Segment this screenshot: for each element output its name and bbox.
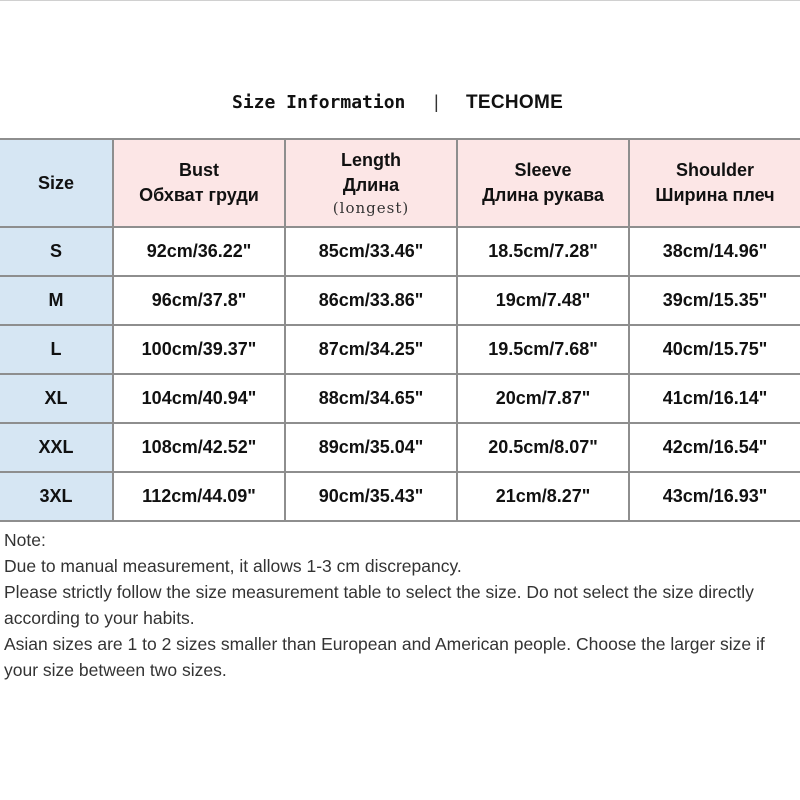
column-header-bust xyxy=(113,139,285,227)
column-header-sleeve xyxy=(457,139,629,227)
column-header-ru: Ширина плеч xyxy=(655,185,775,205)
size-label: 3XL xyxy=(0,472,113,521)
size-label: L xyxy=(0,325,113,374)
brand-name: TECHOME xyxy=(466,92,564,113)
title-separator: | xyxy=(434,92,439,112)
notes-section xyxy=(4,527,796,683)
size-label: XL xyxy=(0,374,113,423)
table-header-row xyxy=(0,139,800,227)
shoulder-value: 39cm/15.35" xyxy=(629,276,800,325)
bust-value: 104cm/40.94" xyxy=(113,374,285,423)
length-value: 88cm/34.65" xyxy=(285,374,457,423)
bust-value: 108cm/42.52" xyxy=(113,423,285,472)
page-header xyxy=(0,92,800,118)
table-row xyxy=(0,374,800,423)
length-value: 85cm/33.46" xyxy=(285,227,457,276)
column-header-shoulder xyxy=(629,139,800,227)
table-row xyxy=(0,325,800,374)
shoulder-value: 40cm/15.75" xyxy=(629,325,800,374)
length-value: 86cm/33.86" xyxy=(285,276,457,325)
sleeve-value: 19cm/7.48" xyxy=(457,276,629,325)
shoulder-value: 43cm/16.93" xyxy=(629,472,800,521)
size-label: S xyxy=(0,227,113,276)
shoulder-value: 38cm/14.96" xyxy=(629,227,800,276)
note-item: Asian sizes are 1 to 2 sizes smaller than European and American people. Choose the larger size if your size between two sizes. xyxy=(4,634,765,680)
page-title: Size Information xyxy=(232,92,406,113)
table-row xyxy=(0,227,800,276)
column-header-ru: Обхват груди xyxy=(139,185,259,205)
length-value: 87cm/34.25" xyxy=(285,325,457,374)
bust-value: 112cm/44.09" xyxy=(113,472,285,521)
length-value: 90cm/35.43" xyxy=(285,472,457,521)
sleeve-value: 20cm/7.87" xyxy=(457,374,629,423)
shoulder-value: 41cm/16.14" xyxy=(629,374,800,423)
sleeve-value: 20.5cm/8.07" xyxy=(457,423,629,472)
column-header-en: Length xyxy=(341,150,401,170)
sleeve-value: 19.5cm/7.68" xyxy=(457,325,629,374)
column-header-length xyxy=(285,139,457,227)
sleeve-value: 18.5cm/7.28" xyxy=(457,227,629,276)
column-header-en: Shoulder xyxy=(675,160,754,180)
length-value: 89cm/35.04" xyxy=(285,423,457,472)
size-label: XXL xyxy=(0,423,113,472)
note-item: Please strictly follow the size measurement table to select the size. Do not select the size directly according to your habits. xyxy=(4,582,754,628)
sleeve-value: 21cm/8.27" xyxy=(457,472,629,521)
table-row xyxy=(0,423,800,472)
column-header-note: (longest) xyxy=(332,199,410,217)
column-header-ru: Длина xyxy=(342,175,400,195)
bust-value: 92cm/36.22" xyxy=(113,227,285,276)
size-chart-table xyxy=(0,138,800,522)
note-item: Due to manual measurement, it allows 1-3 cm discrepancy. xyxy=(4,556,462,576)
size-column-header: Size xyxy=(0,139,113,227)
column-header-en: Sleeve xyxy=(514,160,572,180)
bust-value: 100cm/39.37" xyxy=(113,325,285,374)
notes-heading: Note: xyxy=(4,530,46,550)
table-row xyxy=(0,276,800,325)
top-divider xyxy=(0,0,800,1)
shoulder-value: 42cm/16.54" xyxy=(629,423,800,472)
bust-value: 96cm/37.8" xyxy=(113,276,285,325)
table-row xyxy=(0,472,800,521)
column-header-ru: Длина рукава xyxy=(482,185,604,205)
column-header-en: Bust xyxy=(179,160,219,180)
size-label: M xyxy=(0,276,113,325)
